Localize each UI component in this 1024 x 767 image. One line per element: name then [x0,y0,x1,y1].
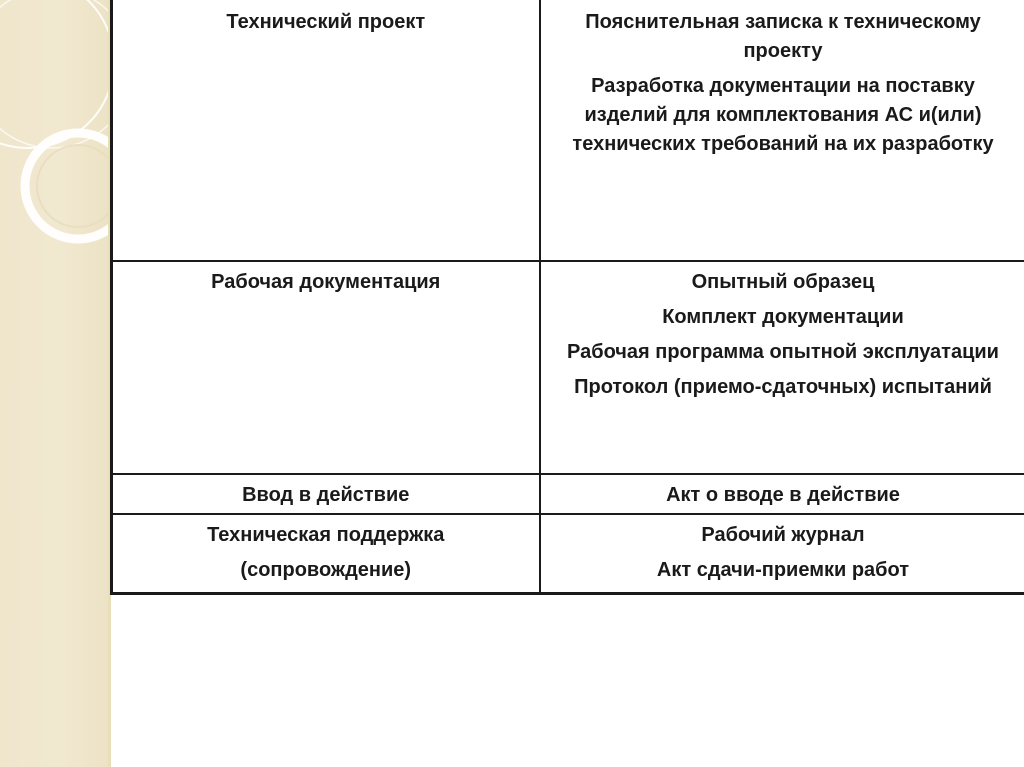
table-row [112,261,1024,474]
table-row [112,514,1024,594]
stages-documents-table [110,0,1024,595]
stage-cell [112,514,540,594]
stage-cell [112,474,540,514]
decorative-rings-icon [0,0,111,767]
document-item: Протокол (приемо-сдаточных) испытаний [574,376,992,398]
documents-cell [540,514,1024,594]
stages-table-container [110,0,1024,587]
stage-cell [112,0,540,261]
document-item: Разработка документации на поставку изделий для комплектования АС и(или) технических требований на их разработку [572,75,994,155]
document-item: Опытный образец [691,271,875,293]
document-item: Комплект документации [662,306,904,328]
document-item: Пояснительная записка к техническому проекту [585,11,981,62]
documents-cell [540,261,1024,474]
table-row [112,0,1024,261]
decorative-side-panel [0,0,111,767]
documents-cell [540,0,1024,261]
document-item: Акт сдачи-приемки работ [656,559,910,581]
stage-name: Техническая поддержка [207,524,445,546]
document-item: Акт о вводе в действие [666,484,900,506]
document-item: Рабочая программа опытной эксплуатации [567,341,999,363]
stage-name: Технический проект [226,11,426,33]
stage-name: Ввод в действие [242,484,410,506]
documents-cell [540,474,1024,514]
document-item: Рабочий журнал [701,524,865,546]
table-row [112,474,1024,514]
stage-cell [112,261,540,474]
stage-name-note: (сопровождение) [240,559,412,581]
stage-name: Рабочая документация [211,271,441,293]
